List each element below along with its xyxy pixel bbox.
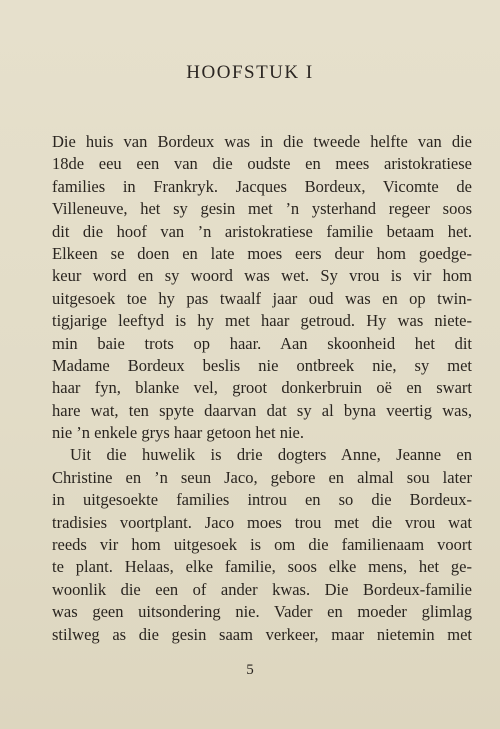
text-line: 18de eeu een van die oudste en mees aristokratiese bbox=[52, 154, 472, 174]
text-line: tradisies voortplant. Jaco moes trou met die vrou wat bbox=[52, 512, 472, 532]
text-line: tigjarige leeftyd is hy met haar getroud. Hy was niete- bbox=[52, 311, 472, 331]
body-text bbox=[52, 131, 472, 646]
text-line: Madame Bordeux beslis nie ontbreek nie, sy met bbox=[52, 355, 472, 375]
text-line: keur word en sy woord was wet. Sy vrou is vir hom bbox=[52, 266, 472, 286]
text-line: Die huis van Bordeux was in die tweede helfte van die bbox=[52, 132, 472, 151]
text-line: Elkeen se doen en late moes eers deur hom goedge- bbox=[52, 243, 472, 263]
page-number: 5 bbox=[246, 662, 254, 678]
text-line: in uitgesoekte families introu en so die Bordeux- bbox=[52, 490, 472, 510]
text-line: min baie trots op haar. Aan skoonheid het dit bbox=[52, 333, 472, 353]
text-line: haar fyn, blanke vel, groot donkerbruin oë en swart bbox=[52, 378, 472, 398]
text-line: families in Frankryk. Jacques Bordeux, Vicomte de bbox=[52, 176, 472, 196]
text-line: Uit die huwelik is drie dogters Anne, Jeanne en bbox=[70, 445, 472, 465]
text-line: nie ’n enkele grys haar getoon het nie. bbox=[52, 423, 304, 443]
chapter-title: HOOFSTUK I bbox=[186, 62, 314, 83]
text-line: te plant. Helaas, elke familie, soos elke mens, het ge- bbox=[52, 557, 472, 577]
text-line: uitgesoek toe hy pas twaalf jaar oud was en op twin- bbox=[52, 288, 472, 308]
text-line: was geen uitsondering nie. Vader en moeder glimlag bbox=[52, 602, 472, 622]
text-line: Christine en ’n seun Jaco, gebore en almal sou later bbox=[52, 467, 472, 487]
text-line: hare wat, ten spyte daarvan dat sy al byna veertig was, bbox=[52, 400, 472, 420]
text-line: stilweg as die gesin saam verkeer, maar nietemin met bbox=[52, 624, 472, 644]
text-line: dit die hoof van ’n aristokratiese familie betaam het. bbox=[52, 221, 472, 241]
text-line: Villeneuve, het sy gesin met ’n ysterhand regeer soos bbox=[52, 199, 472, 219]
text-line: woonlik die een of ander kwas. Die Bordeux-familie bbox=[52, 579, 472, 599]
text-line: reeds vir hom uitgesoek is om die familienaam voort bbox=[52, 535, 472, 555]
